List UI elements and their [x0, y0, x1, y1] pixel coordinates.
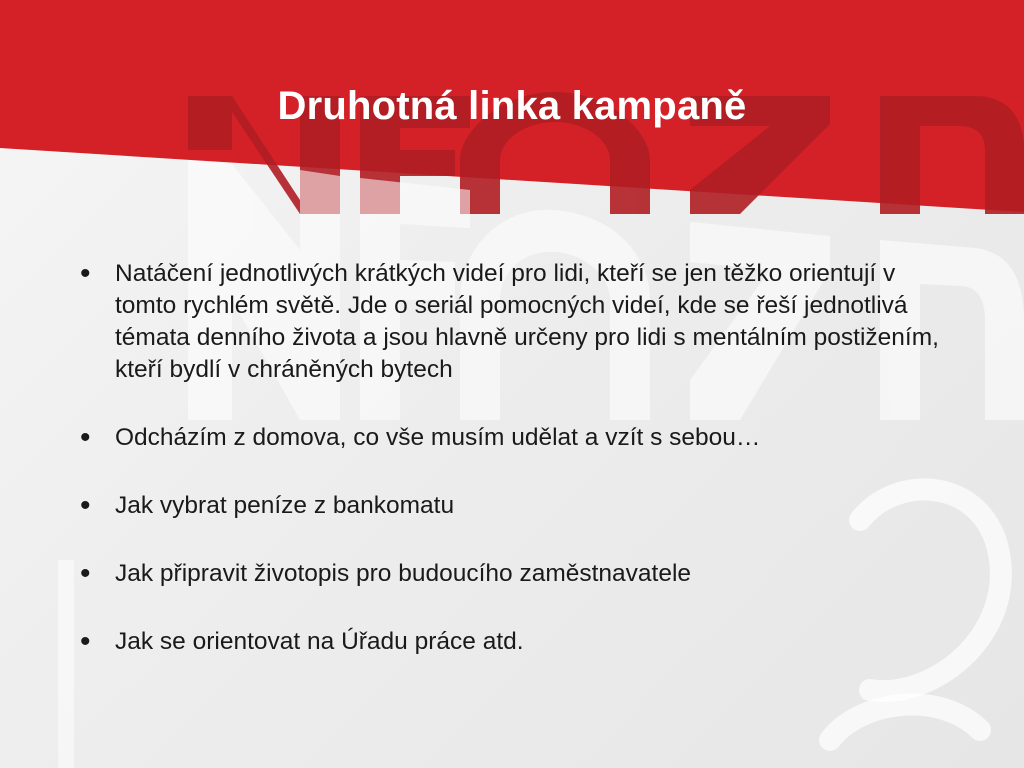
bullet-icon: •	[80, 421, 91, 454]
bullet-text: Jak připravit životopis pro budoucího zaměstnavatele	[115, 560, 692, 587]
bullet-text: Jak vybrat peníze z bankomatu	[115, 492, 455, 519]
decorative-bar	[58, 560, 74, 768]
slide-title: Druhotná linka kampaně	[277, 84, 747, 128]
list-item	[80, 490, 960, 522]
bullet-icon: •	[80, 257, 91, 290]
list-item	[80, 558, 960, 590]
bullet-text: Natáčení jednotlivých krátkých videí pro lidi, kteří se jen těžko orientují v tomto rychlém světě. Jde o seriál pomocných videí, kde se řeší jednotlivá témata denního života a jsou hlavně určeny pro lidi s mentálním postižením, kteří bydlí v chráněných bytech	[115, 260, 939, 383]
bullet-icon: •	[80, 625, 91, 658]
bullet-icon: •	[80, 557, 91, 590]
list-item	[80, 258, 960, 386]
bullet-text: Jak se orientovat na Úřadu práce atd.	[115, 628, 524, 655]
bullet-list	[80, 258, 960, 658]
bullet-text: Odcházím z domova, co vše musím udělat a vzít s sebou…	[115, 424, 761, 451]
bullet-icon: •	[80, 489, 91, 522]
list-item	[80, 422, 960, 454]
list-item	[80, 626, 960, 658]
